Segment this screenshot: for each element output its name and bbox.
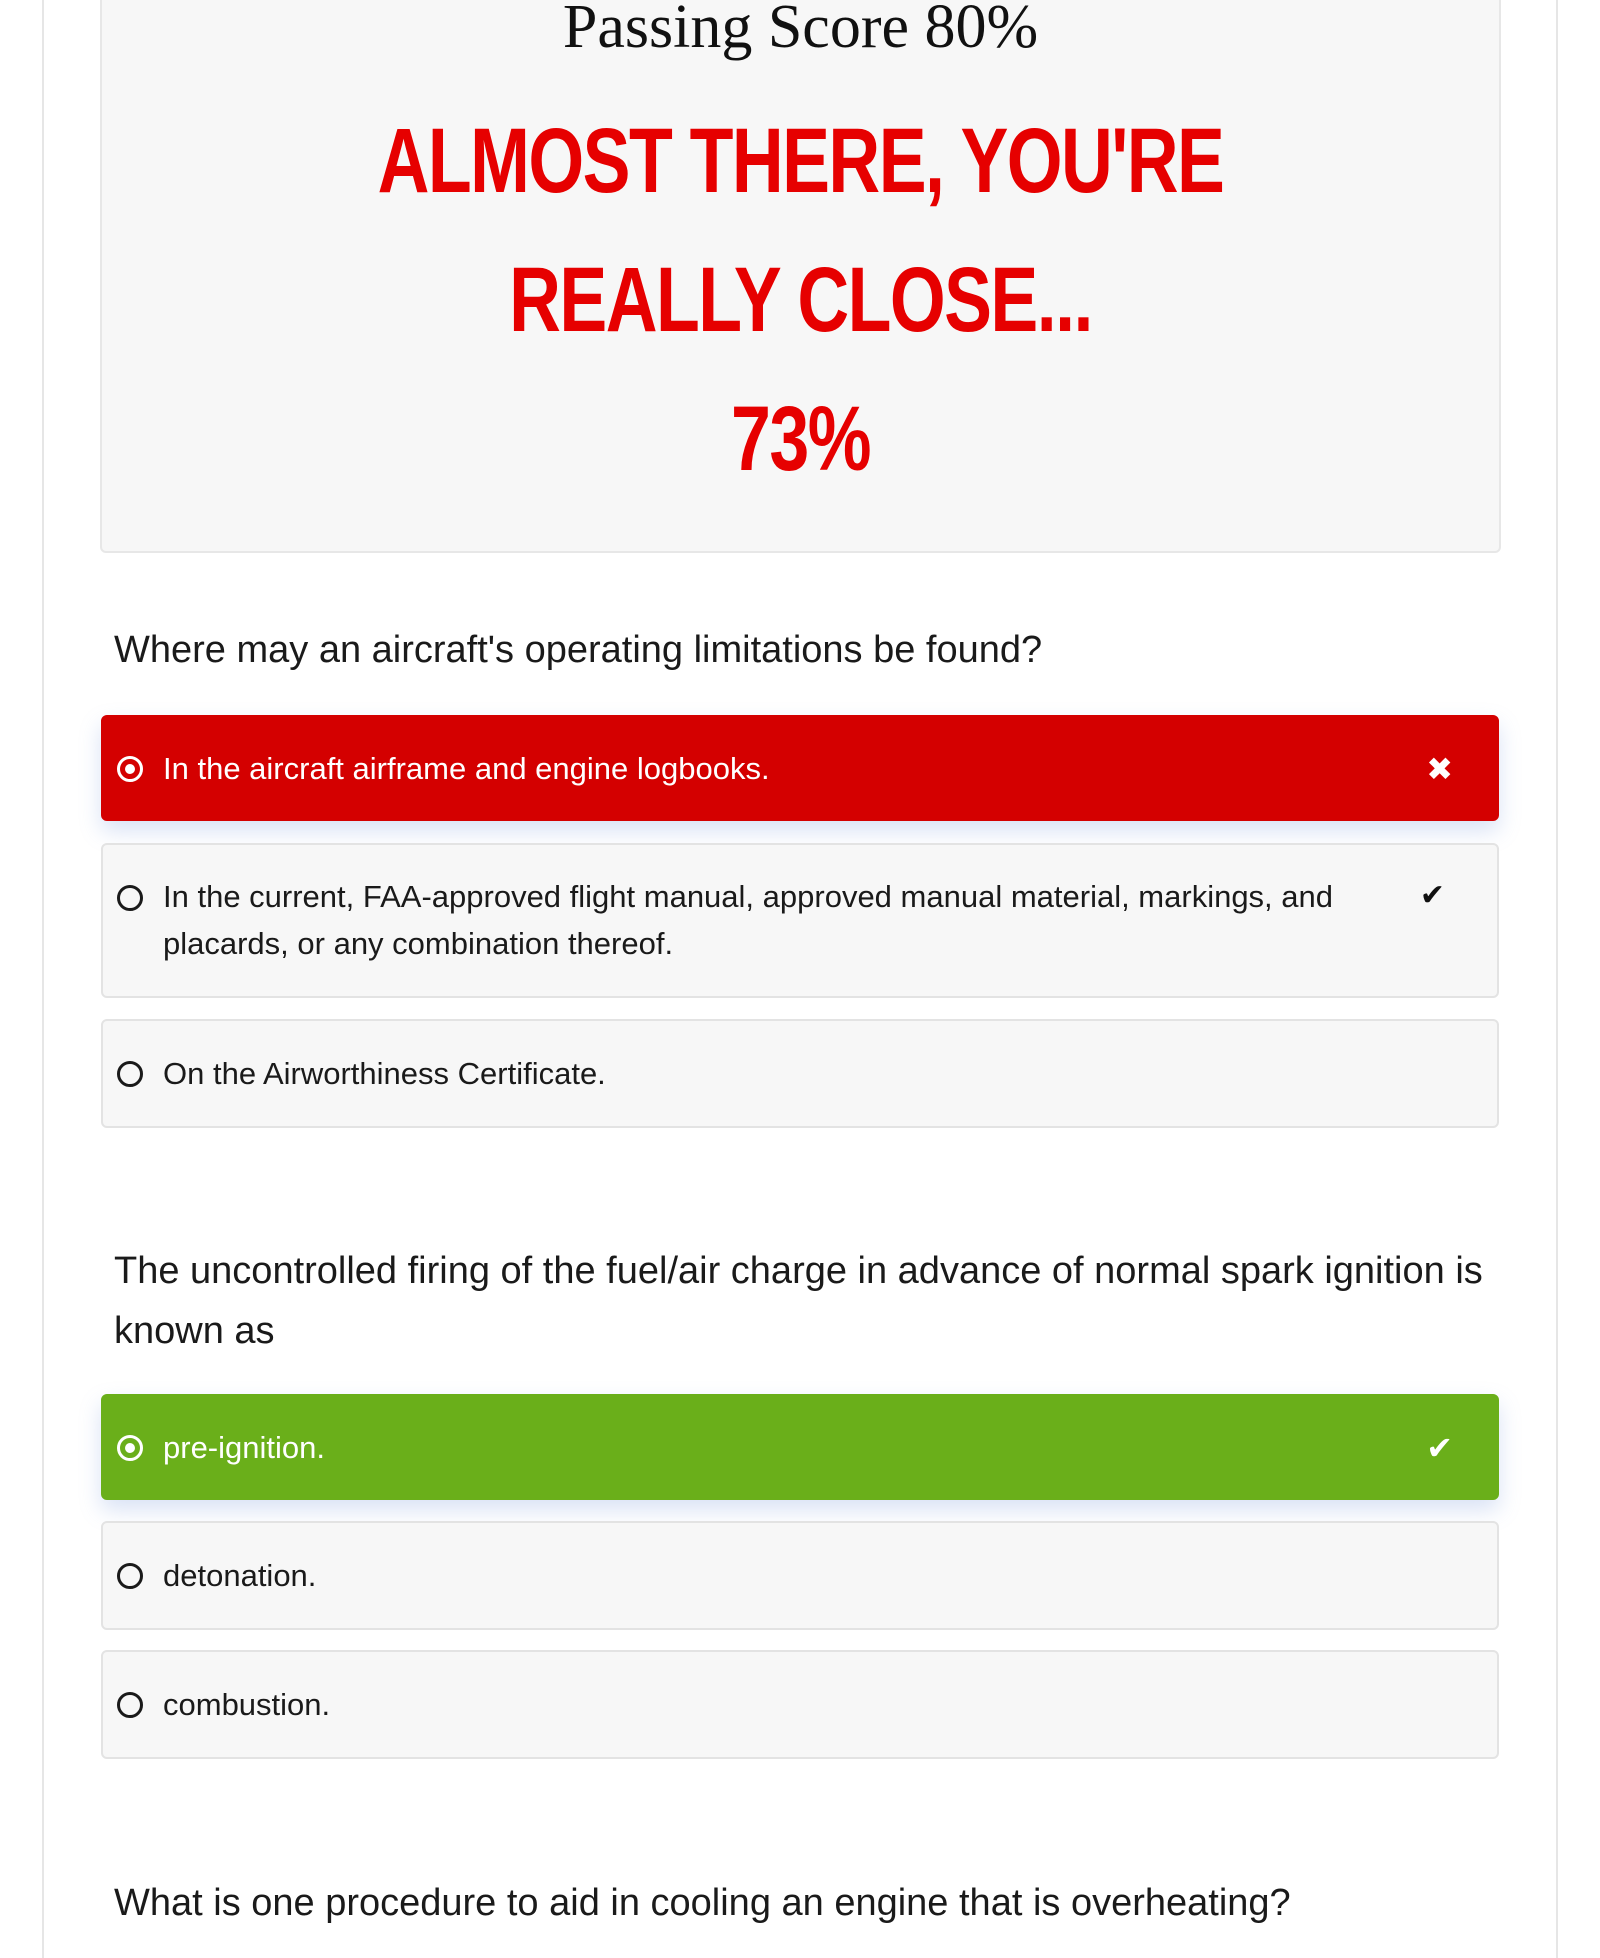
passing-score: Passing Score 80% xyxy=(562,0,1039,61)
result-headline: ALMOST THERE, YOU'RE REALLY CLOSE... xyxy=(377,110,1224,351)
radio-selected-icon[interactable] xyxy=(117,756,143,782)
answer-option-1c[interactable] xyxy=(101,1019,1499,1128)
option-label: In the current, FAA-approved flight manual, approved manual material, markings, and placards, or any combination thereof. xyxy=(163,879,1334,961)
radio-empty-icon[interactable] xyxy=(117,885,143,911)
question-1: Where may an aircraft's operating limitations be found? xyxy=(114,629,1043,671)
radio-selected-icon[interactable] xyxy=(117,1435,143,1461)
radio-empty-icon[interactable] xyxy=(117,1061,143,1087)
result-message xyxy=(373,92,1229,509)
option-label: combustion. xyxy=(163,1687,331,1722)
radio-empty-icon[interactable] xyxy=(117,1692,143,1718)
question-2: The uncontrolled firing of the fuel/air charge in advance of normal spark ignition is known as xyxy=(114,1250,1483,1352)
score-percent: 73% xyxy=(731,388,870,490)
x-mark-icon: ✖ xyxy=(1426,750,1453,788)
option-label: On the Airworthiness Certificate. xyxy=(163,1056,606,1091)
option-label: detonation. xyxy=(163,1558,317,1593)
radio-empty-icon[interactable] xyxy=(117,1563,143,1589)
check-mark-icon: ✔ xyxy=(1426,1429,1453,1467)
answer-option-1a[interactable] xyxy=(101,715,1499,821)
result-panel xyxy=(100,0,1501,553)
answer-option-2c[interactable] xyxy=(101,1650,1499,1759)
question-3: What is one procedure to aid in cooling an engine that is overheating? xyxy=(114,1882,1291,1924)
answer-option-2a[interactable] xyxy=(101,1394,1499,1500)
answer-option-2b[interactable] xyxy=(101,1521,1499,1630)
option-label: pre-ignition. xyxy=(163,1430,325,1465)
option-label: In the aircraft airframe and engine logbooks. xyxy=(163,751,770,786)
answer-option-1b[interactable] xyxy=(101,843,1499,998)
check-mark-icon: ✔ xyxy=(1419,878,1445,913)
